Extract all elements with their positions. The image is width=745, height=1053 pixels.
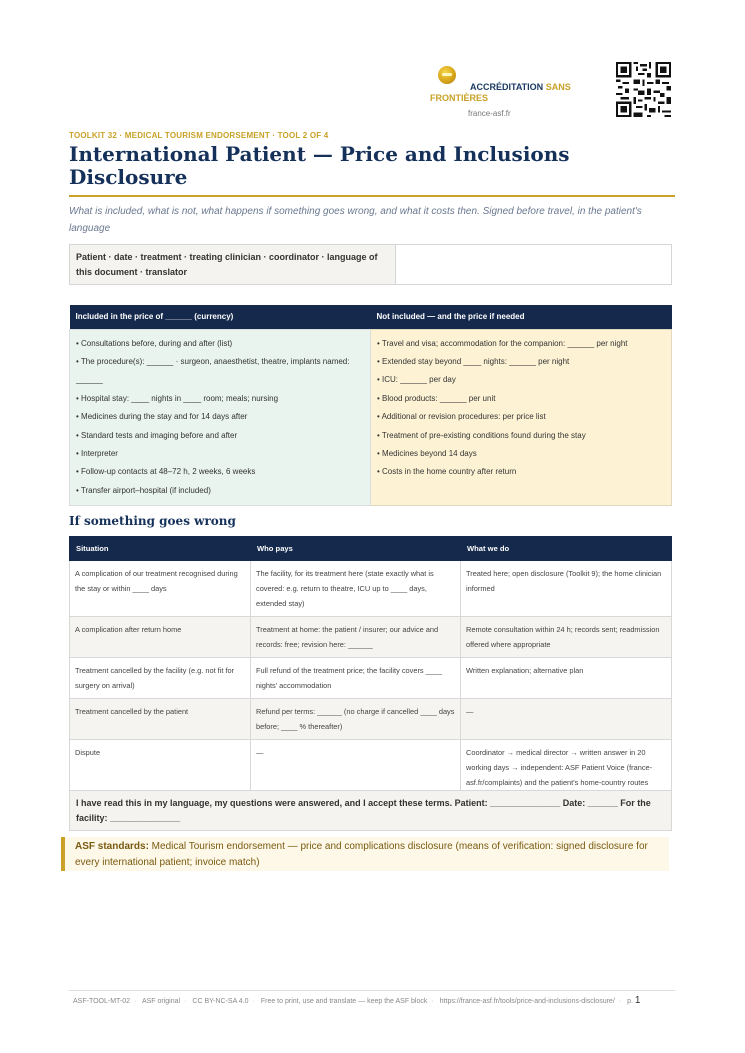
table-cell: Treatment at home: the patient / insurer; our advice and records: free; revision here: ______ xyxy=(251,617,461,658)
inclusions-table xyxy=(69,305,672,506)
list-item: • Treatment of pre-existing conditions found during the stay xyxy=(377,430,586,440)
logo-url: france-asf.fr xyxy=(468,109,511,118)
page-title: International Patient — Price and Inclusions Disclosure xyxy=(69,142,570,189)
table-cell: A complication of our treatment recognised during the stay or within ____ days xyxy=(70,561,251,617)
table-cell: The facility, for its treatment here (state exactly what is covered: e.g. return to theatre, ICU up to ____ days, extended stay) xyxy=(251,561,461,617)
table-cell: Remote consultation within 24 h; records sent; readmission offered where appropriate xyxy=(461,617,672,658)
logo-text xyxy=(430,82,590,104)
table-cell: Coordinator → medical director → written answer in 20 working days → independent: ASF Patient Voice (france-asf.fr/complaints) and the patient's home-country routes xyxy=(461,740,672,796)
table-row xyxy=(70,658,672,699)
column-header: Who pays xyxy=(251,537,461,561)
list-item: • Medicines beyond 14 days xyxy=(377,448,477,458)
not-included-header: Not included — and the price if needed xyxy=(371,305,672,329)
table-cell: Treated here; open disclosure (Toolkit 9); the home clinician informed xyxy=(461,561,672,617)
page-subtitle: What is included, what is not, what happens if something goes wrong, and what it costs then. Signed before travel, in the patient's language xyxy=(69,206,642,234)
logo-sans: SANS xyxy=(545,82,571,92)
title-divider xyxy=(69,195,675,197)
table-row xyxy=(70,740,672,796)
list-item: • Medicines during the stay and for 14 days after xyxy=(76,412,248,422)
standards-label: ASF standards: xyxy=(75,841,149,852)
logo-frontieres: FRONTIÈRES xyxy=(430,93,489,103)
logo-accreditation: ACCRÉDITATION xyxy=(470,82,544,92)
table-cell: — xyxy=(461,699,672,740)
complications-table xyxy=(69,536,672,796)
table-cell: A complication after return home xyxy=(70,617,251,658)
table-row xyxy=(70,561,672,617)
footer-origin: ASF original xyxy=(141,998,181,1005)
list-item: • Travel and visa; accommodation for the companion: ______ per night xyxy=(377,338,628,348)
table-row xyxy=(70,699,672,740)
list-item: • Hospital stay: ____ nights in ____ room; meals; nursing xyxy=(76,393,279,403)
patient-info-field[interactable] xyxy=(396,245,671,284)
not-included-list xyxy=(371,329,672,506)
footer-license: CC BY-NC-SA 4.0 xyxy=(192,998,249,1005)
table-cell: Full refund of the treatment price; the facility covers ____ nights' accommodation xyxy=(251,658,461,699)
included-header: Included in the price of ______ (currency) xyxy=(70,305,371,329)
footer-page-prefix: p. xyxy=(627,998,633,1005)
table-cell: — xyxy=(251,740,461,796)
footer: ASF-TOOL-MT-02 · ASF original · CC BY-NC-SA 4.0 · Free to print, use and translate — keep the ASF block · https://france-asf.fr/tools/price-and-inclusions-disclosure/ · p. 1 xyxy=(73,995,641,1006)
list-item: • Costs in the home country after return xyxy=(377,467,517,477)
column-header: What we do xyxy=(461,537,672,561)
footer-divider xyxy=(69,990,675,991)
list-item: • Interpreter xyxy=(76,448,118,458)
qr-code-icon xyxy=(616,62,671,117)
footer-doc-id: ASF-TOOL-MT-02 xyxy=(73,998,131,1005)
list-item: • Extended stay beyond ____ nights: ______ per night xyxy=(377,356,570,366)
table-cell: Refund per terms: ______ (no charge if cancelled ____ days before; ____ % thereafter) xyxy=(251,699,461,740)
list-item: • Consultations before, during and after (list) xyxy=(76,338,233,348)
toolkit-label: TOOLKIT 32 · MEDICAL TOURISM ENDORSEMENT · TOOL 2 OF 4 xyxy=(69,131,329,140)
list-item: • Blood products: ______ per unit xyxy=(377,393,496,403)
asf-standards-callout xyxy=(61,837,669,871)
patient-info-box xyxy=(69,244,672,285)
list-item: • Follow-up contacts at 48–72 h, 2 weeks, 6 weeks xyxy=(76,467,256,477)
signature-statement: I have read this in my language, my questions were answered, and I accept these terms. Patient: ______________ Date: ______ For the facility: ______________ xyxy=(69,790,672,831)
standards-text: Medical Tourism endorsement — price and complications disclosure (means of verification: signed disclosure for every international patient; invoice match) xyxy=(75,841,648,868)
section-heading: If something goes wrong xyxy=(69,514,236,528)
included-list xyxy=(70,329,371,506)
list-item: • The procedure(s): ______ · surgeon, anaesthetist, theatre, implants named: ______ xyxy=(76,356,350,385)
list-item: • Standard tests and imaging before and after xyxy=(76,430,238,440)
list-item: • Transfer airport–hospital (if included) xyxy=(76,485,211,495)
table-row xyxy=(70,617,672,658)
table-cell: Dispute xyxy=(70,740,251,796)
column-header: Situation xyxy=(70,537,251,561)
table-cell: Treatment cancelled by the patient xyxy=(70,699,251,740)
list-item: • Additional or revision procedures: per price list xyxy=(377,412,546,422)
table-cell: Written explanation; alternative plan xyxy=(461,658,672,699)
table-cell: Treatment cancelled by the facility (e.g. not fit for surgery on arrival) xyxy=(70,658,251,699)
footer-usage-note: Free to print, use and translate — keep the ASF block xyxy=(260,998,428,1005)
footer-url[interactable]: https://france-asf.fr/tools/price-and-inclusions-disclosure/ xyxy=(439,998,615,1005)
list-item: • ICU: ______ per day xyxy=(377,375,456,385)
footer-page-number: 1 xyxy=(634,995,641,1006)
patient-info-label: Patient · date · treatment · treating clinician · coordinator · language of this document · translator xyxy=(70,245,396,284)
